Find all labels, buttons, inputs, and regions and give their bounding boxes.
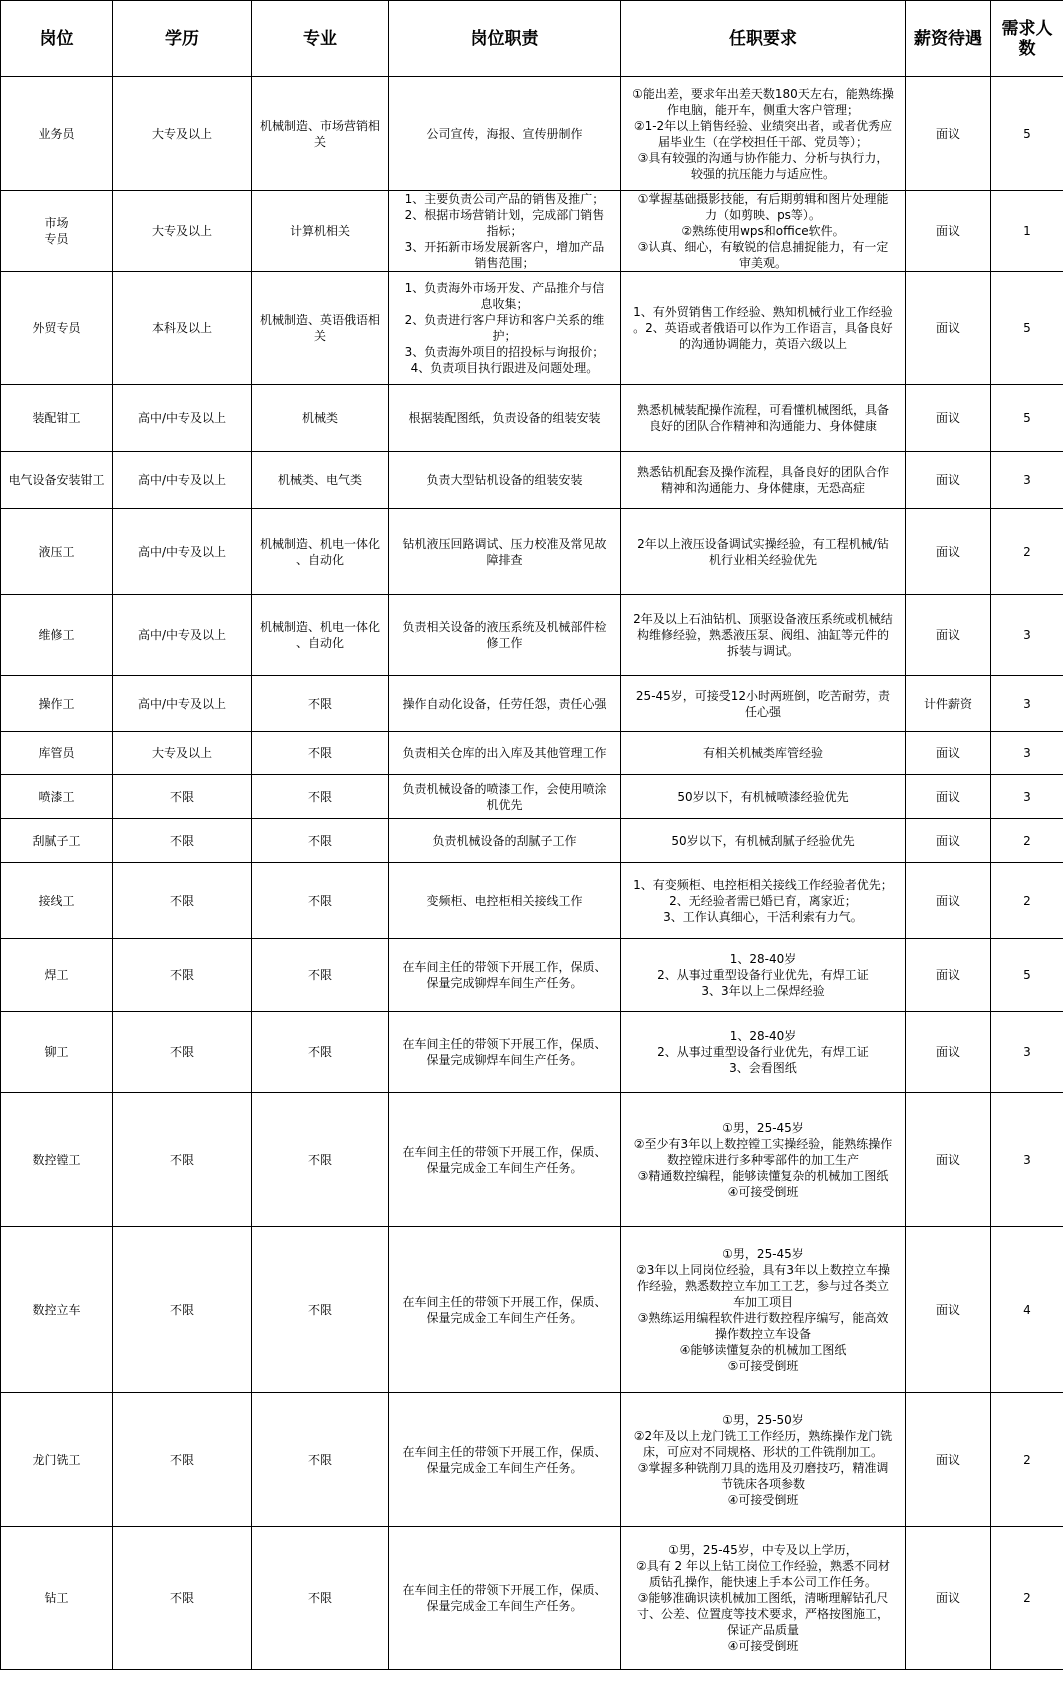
cell-major: 不限 [252, 1227, 389, 1393]
cell-major: 不限 [252, 775, 389, 819]
cell-count: 3 [991, 732, 1063, 775]
cell-education: 本科及以上 [113, 272, 252, 385]
cell-education: 不限 [113, 775, 252, 819]
cell-duties: 负责相关设备的液压系统及机械部件检 修工作 [389, 595, 621, 676]
table-row [1, 1393, 1063, 1527]
cell-salary: 面议 [906, 863, 991, 939]
cell-duties: 钻机液压回路调试、压力校准及常见故 障排查 [389, 509, 621, 595]
cell-major: 机械类 [252, 385, 389, 452]
cell-requirements: ①男，25-50岁 ②2年及以上龙门铣工工作经历，熟练操作龙门铣 床，可应对不同规格、形状的工件铣削加工。 ③掌握多种铣削刀具的选用及刃磨技巧，精准调 节铣床各项参数 ④可接受倒班 [621, 1393, 906, 1527]
cell-education: 不限 [113, 863, 252, 939]
header-position: 岗位 [1, 1, 113, 77]
cell-salary: 面议 [906, 1227, 991, 1393]
table-row [1, 775, 1063, 819]
cell-requirements: 2年及以上石油钻机、顶驱设备液压系统或机械结 构维修经验，熟悉液压泵、阀组、油缸等元件的 拆装与调试。 [621, 595, 906, 676]
cell-education: 高中/中专及以上 [113, 452, 252, 509]
table-row [1, 1527, 1063, 1670]
cell-education: 高中/中专及以上 [113, 676, 252, 732]
cell-count: 2 [991, 863, 1063, 939]
cell-duties: 变频柜、电控柜相关接线工作 [389, 863, 621, 939]
cell-major: 不限 [252, 1093, 389, 1227]
cell-requirements: 1、28-40岁 2、从事过重型设备行业优先，有焊工证 3、会看图纸 [621, 1012, 906, 1093]
cell-major: 机械类、电气类 [252, 452, 389, 509]
cell-major: 不限 [252, 819, 389, 863]
cell-duties: 负责相关仓库的出入库及其他管理工作 [389, 732, 621, 775]
cell-count: 2 [991, 1527, 1063, 1670]
cell-major: 不限 [252, 939, 389, 1012]
cell-major: 机械制造、机电一体化 、自动化 [252, 509, 389, 595]
table-row [1, 676, 1063, 732]
cell-salary: 面议 [906, 77, 991, 191]
cell-duties: 1、主要负责公司产品的销售及推广； 2、根据市场营销计划，完成部门销售 指标； 3、开拓新市场发展新客户，增加产品 销售范围； [389, 191, 621, 272]
cell-salary: 计件薪资 [906, 676, 991, 732]
cell-duties: 1、负责海外市场开发、产品推介与信 息收集； 2、负责进行客户拜访和客户关系的维 护； 3、负责海外项目的招投标与询报价； 4、负责项目执行跟进及问题处理。 [389, 272, 621, 385]
cell-requirements: ①能出差，要求年出差天数180天左右，能熟练操 作电脑，能开车，侧重大客户管理； ②1-2年以上销售经验、业绩突出者，或者优秀应 届毕业生（在学校担任干部、党员等）； ③具有较强的沟通与协作能力、分析与执行力， 较强的抗压能力与适应性。 [621, 77, 906, 191]
cell-count: 2 [991, 509, 1063, 595]
cell-position: 业务员 [1, 77, 113, 191]
cell-education: 不限 [113, 939, 252, 1012]
cell-count: 3 [991, 595, 1063, 676]
cell-count: 3 [991, 452, 1063, 509]
cell-count: 3 [991, 676, 1063, 732]
cell-count: 5 [991, 77, 1063, 191]
cell-salary: 面议 [906, 452, 991, 509]
cell-count: 5 [991, 385, 1063, 452]
cell-salary: 面议 [906, 1527, 991, 1670]
cell-education: 大专及以上 [113, 191, 252, 272]
cell-salary: 面议 [906, 595, 991, 676]
cell-major: 不限 [252, 1012, 389, 1093]
cell-duties: 在车间主任的带领下开展工作，保质、 保量完成金工车间生产任务。 [389, 1227, 621, 1393]
table-row [1, 1227, 1063, 1393]
cell-count: 3 [991, 1093, 1063, 1227]
cell-position: 库管员 [1, 732, 113, 775]
cell-count: 3 [991, 1012, 1063, 1093]
cell-duties: 在车间主任的带领下开展工作，保质、 保量完成金工车间生产任务。 [389, 1527, 621, 1670]
header-salary: 薪资待遇 [906, 1, 991, 77]
cell-requirements: ①男，25-45岁，中专及以上学历， ②具有 2 年以上钻工岗位工作经验，熟悉不同材 质钻孔操作，能快速上手本公司工作任务。 ③能够准确识读机械加工图纸，清晰理解钻孔尺 寸、公差、位置度等技术要求，严格按图施工， 保证产品质量 ④可接受倒班 [621, 1527, 906, 1670]
cell-requirements: 1、有外贸销售工作经验、熟知机械行业工作经验 。2、英语或者俄语可以作为工作语言，具备良好 的沟通协调能力，英语六级以上 [621, 272, 906, 385]
table-row [1, 939, 1063, 1012]
cell-major: 不限 [252, 863, 389, 939]
cell-duties: 在车间主任的带领下开展工作，保质、 保量完成铆焊车间生产任务。 [389, 1012, 621, 1093]
cell-salary: 面议 [906, 1012, 991, 1093]
header-requirements: 任职要求 [621, 1, 906, 77]
cell-education: 大专及以上 [113, 77, 252, 191]
cell-salary: 面议 [906, 272, 991, 385]
cell-count: 3 [991, 775, 1063, 819]
header-duties: 岗位职责 [389, 1, 621, 77]
table-body [1, 77, 1063, 1670]
table-row [1, 1093, 1063, 1227]
header-row [1, 1, 1063, 77]
cell-requirements: ①掌握基础摄影技能，有后期剪辑和图片处理能 力（如剪映、ps等）。 ②熟练使用wps和office软件。 ③认真、细心，有敏锐的信息捕捉能力，有一定 审美观。 [621, 191, 906, 272]
cell-education: 不限 [113, 1093, 252, 1227]
cell-major: 不限 [252, 1527, 389, 1670]
cell-requirements: 熟悉钻机配套及操作流程，具备良好的团队合作 精神和沟通能力、身体健康，无恐高症 [621, 452, 906, 509]
cell-major: 不限 [252, 1393, 389, 1527]
cell-count: 1 [991, 191, 1063, 272]
table-row [1, 732, 1063, 775]
cell-duties: 在车间主任的带领下开展工作，保质、 保量完成金工车间生产任务。 [389, 1093, 621, 1227]
table-row [1, 509, 1063, 595]
cell-salary: 面议 [906, 191, 991, 272]
cell-requirements: ①男，25-45岁 ②至少有3年以上数控镗工实操经验，能熟练操作 数控镗床进行多种零部件的加工生产 ③精通数控编程，能够读懂复杂的机械加工图纸 ④可接受倒班 [621, 1093, 906, 1227]
cell-position: 市场 专员 [1, 191, 113, 272]
cell-duties: 负责机械设备的喷漆工作，会使用喷涂 机优先 [389, 775, 621, 819]
cell-education: 高中/中专及以上 [113, 509, 252, 595]
table-row [1, 1012, 1063, 1093]
table-row [1, 272, 1063, 385]
cell-salary: 面议 [906, 509, 991, 595]
cell-position: 喷漆工 [1, 775, 113, 819]
cell-major: 计算机相关 [252, 191, 389, 272]
cell-position: 液压工 [1, 509, 113, 595]
cell-count: 5 [991, 272, 1063, 385]
cell-requirements: 25-45岁，可接受12小时两班倒，吃苦耐劳，责 任心强 [621, 676, 906, 732]
table-row [1, 595, 1063, 676]
cell-position: 数控立车 [1, 1227, 113, 1393]
cell-position: 铆工 [1, 1012, 113, 1093]
cell-duties: 在车间主任的带领下开展工作，保质、 保量完成金工车间生产任务。 [389, 1393, 621, 1527]
cell-requirements: 有相关机械类库管经验 [621, 732, 906, 775]
cell-salary: 面议 [906, 1093, 991, 1227]
table-row [1, 385, 1063, 452]
cell-salary: 面议 [906, 939, 991, 1012]
table-row [1, 863, 1063, 939]
cell-position: 外贸专员 [1, 272, 113, 385]
table-row [1, 452, 1063, 509]
cell-duties: 公司宣传，海报、宣传册制作 [389, 77, 621, 191]
cell-count: 2 [991, 1393, 1063, 1527]
cell-salary: 面议 [906, 1393, 991, 1527]
cell-requirements: 熟悉机械装配操作流程，可看懂机械图纸，具备 良好的团队合作精神和沟通能力、身体健康 [621, 385, 906, 452]
cell-education: 高中/中专及以上 [113, 385, 252, 452]
cell-position: 维修工 [1, 595, 113, 676]
cell-position: 钻工 [1, 1527, 113, 1670]
cell-position: 接线工 [1, 863, 113, 939]
cell-position: 焊工 [1, 939, 113, 1012]
cell-education: 大专及以上 [113, 732, 252, 775]
header-major: 专业 [252, 1, 389, 77]
cell-major: 机械制造、市场营销相 关 [252, 77, 389, 191]
cell-requirements: 1、28-40岁 2、从事过重型设备行业优先，有焊工证 3、3年以上二保焊经验 [621, 939, 906, 1012]
cell-major: 机械制造、英语俄语相 关 [252, 272, 389, 385]
table-row [1, 191, 1063, 272]
header-count: 需求人 数 [991, 1, 1063, 77]
cell-count: 4 [991, 1227, 1063, 1393]
cell-position: 刮腻子工 [1, 819, 113, 863]
cell-position: 装配钳工 [1, 385, 113, 452]
cell-requirements: 1、有变频柜、电控柜相关接线工作经验者优先； 2、无经验者需已婚已育，离家近； 3、工作认真细心，干活利索有力气。 [621, 863, 906, 939]
cell-requirements: 2年以上液压设备调试实操经验，有工程机械/钻 机行业相关经验优先 [621, 509, 906, 595]
cell-major: 不限 [252, 732, 389, 775]
table-row [1, 77, 1063, 191]
table-row [1, 819, 1063, 863]
cell-education: 不限 [113, 819, 252, 863]
cell-education: 高中/中专及以上 [113, 595, 252, 676]
cell-position: 龙门铣工 [1, 1393, 113, 1527]
cell-major: 机械制造、机电一体化 、自动化 [252, 595, 389, 676]
cell-salary: 面议 [906, 775, 991, 819]
cell-salary: 面议 [906, 385, 991, 452]
cell-requirements: ①男，25-45岁 ②3年以上同岗位经验，具有3年以上数控立车操 作经验，熟悉数控立车加工工艺，参与过各类立 车加工项目 ③熟练运用编程软件进行数控程序编写，能高效 操作数控立车设备 ④能够读懂复杂的机械加工图纸 ⑤可接受倒班 [621, 1227, 906, 1393]
cell-duties: 根据装配图纸，负责设备的组装安装 [389, 385, 621, 452]
cell-education: 不限 [113, 1012, 252, 1093]
cell-position: 数控镗工 [1, 1093, 113, 1227]
cell-education: 不限 [113, 1393, 252, 1527]
cell-duties: 负责大型钻机设备的组装安装 [389, 452, 621, 509]
cell-count: 2 [991, 819, 1063, 863]
cell-requirements: 50岁以下，有机械刮腻子经验优先 [621, 819, 906, 863]
cell-requirements: 50岁以下，有机械喷漆经验优先 [621, 775, 906, 819]
cell-education: 不限 [113, 1227, 252, 1393]
cell-duties: 在车间主任的带领下开展工作，保质、 保量完成铆焊车间生产任务。 [389, 939, 621, 1012]
header-education: 学历 [113, 1, 252, 77]
cell-position: 操作工 [1, 676, 113, 732]
cell-education: 不限 [113, 1527, 252, 1670]
cell-position: 电气设备安装钳工 [1, 452, 113, 509]
cell-count: 5 [991, 939, 1063, 1012]
cell-salary: 面议 [906, 732, 991, 775]
cell-major: 不限 [252, 676, 389, 732]
cell-salary: 面议 [906, 819, 991, 863]
cell-duties: 操作自动化设备，任劳任怨，责任心强 [389, 676, 621, 732]
cell-duties: 负责机械设备的刮腻子工作 [389, 819, 621, 863]
